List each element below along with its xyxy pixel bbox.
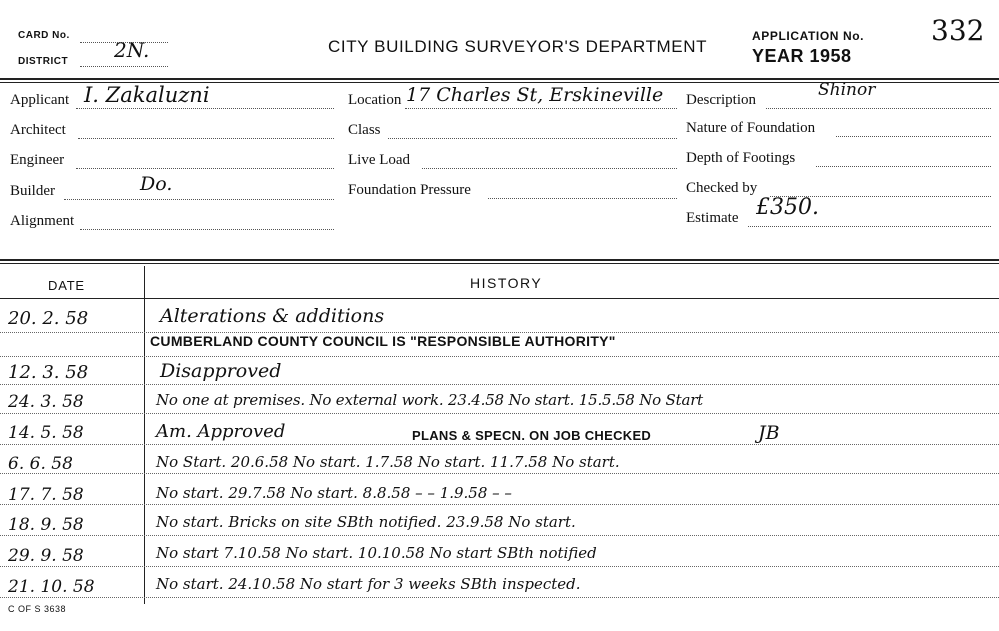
date-column-divider bbox=[144, 266, 145, 604]
application-number: 332 bbox=[931, 14, 985, 47]
history-date: 20. 2. 58 bbox=[8, 308, 89, 329]
description-value: Shinor bbox=[818, 80, 876, 100]
history-date: 24. 3. 58 bbox=[8, 392, 84, 412]
card-no-label: CARD No. bbox=[18, 30, 70, 41]
responsible-authority-stamp: CUMBERLAND COUNTY COUNCIL IS "RESPONSIBLE AUTHORITY" bbox=[150, 333, 616, 349]
builder-value: Do. bbox=[140, 173, 173, 195]
builder-label: Builder bbox=[10, 183, 55, 199]
architect-line bbox=[78, 138, 334, 139]
history-entry: No start. Bricks on site SBth notified. 23.9.58 No start. bbox=[156, 513, 576, 531]
history-header: HISTORY bbox=[470, 275, 543, 291]
nature-of-foundation-label: Nature of Foundation bbox=[686, 120, 816, 136]
row-line bbox=[0, 535, 999, 536]
location-line bbox=[405, 108, 677, 109]
history-entry: No one at premises. No external work. 23.4.58 No start. 15.5.58 No Start bbox=[156, 391, 703, 409]
foundation-pressure-label: Foundation Pressure bbox=[348, 182, 471, 198]
row-line bbox=[0, 356, 999, 357]
history-entry: Alterations & additions bbox=[160, 305, 385, 327]
applicant-line bbox=[76, 108, 334, 109]
history-rule bbox=[0, 259, 999, 261]
district-value: 2N. bbox=[114, 38, 150, 62]
history-entry: No start 7.10.58 No start. 10.10.58 No start SBth notified bbox=[156, 544, 597, 562]
history-entry: No start. 29.7.58 No start. 8.8.58 – – 1.9.58 – – bbox=[156, 484, 512, 502]
history-entry: Disapproved bbox=[160, 360, 282, 382]
applicant-value: I. Zakaluzni bbox=[84, 83, 210, 107]
history-entry: Am. Approved bbox=[156, 421, 286, 442]
row-line bbox=[0, 566, 999, 567]
location-label: Location bbox=[348, 92, 402, 108]
estimate-line bbox=[748, 226, 991, 227]
alignment-label: Alignment bbox=[10, 213, 75, 229]
history-date: 21. 10. 58 bbox=[8, 577, 95, 597]
history-header-rule bbox=[0, 298, 999, 299]
estimate-label: Estimate bbox=[686, 210, 739, 226]
live-load-label: Live Load bbox=[348, 152, 411, 168]
alignment-line bbox=[80, 229, 334, 230]
checked-by-label: Checked by bbox=[686, 180, 758, 196]
form-code: C OF S 3638 bbox=[8, 604, 67, 614]
architect-label: Architect bbox=[10, 122, 66, 138]
history-date: 6. 6. 58 bbox=[8, 454, 73, 474]
history-entry: No start. 24.10.58 No start for 3 weeks SBth inspected. bbox=[156, 575, 581, 593]
builder-line bbox=[64, 199, 334, 200]
applicant-label: Applicant bbox=[10, 92, 70, 108]
depth-of-footings-label: Depth of Footings bbox=[686, 150, 796, 166]
description-label: Description bbox=[686, 92, 756, 108]
department-title: CITY BUILDING SURVEYOR'S DEPARTMENT bbox=[328, 37, 708, 56]
class-line bbox=[388, 138, 677, 139]
district-line bbox=[80, 66, 168, 67]
row-line bbox=[0, 444, 999, 445]
year-label: YEAR 1958 bbox=[752, 46, 852, 66]
history-date: 18. 9. 58 bbox=[8, 515, 84, 535]
history-date: 12. 3. 58 bbox=[8, 362, 89, 383]
row-line bbox=[0, 504, 999, 505]
depth-of-footings-line bbox=[816, 166, 991, 167]
plans-checked-stamp: PLANS & SPECN. ON JOB CHECKED bbox=[412, 428, 652, 443]
checked-initials: JB bbox=[758, 422, 780, 444]
engineer-label: Engineer bbox=[10, 152, 65, 168]
history-date: 17. 7. 58 bbox=[8, 485, 84, 505]
history-entry: No Start. 20.6.58 No start. 1.7.58 No start. 11.7.58 No start. bbox=[156, 453, 620, 471]
district-label: DISTRICT bbox=[18, 56, 69, 67]
live-load-line bbox=[422, 168, 677, 169]
location-value: 17 Charles St, Erskineville bbox=[406, 84, 664, 106]
history-rule-inner bbox=[0, 263, 999, 264]
estimate-value: £350. bbox=[756, 195, 819, 220]
row-line bbox=[0, 597, 999, 598]
row-line bbox=[0, 384, 999, 385]
row-line bbox=[0, 413, 999, 414]
nature-of-foundation-line bbox=[836, 136, 991, 137]
class-label: Class bbox=[348, 122, 381, 138]
application-label: APPLICATION No. bbox=[752, 29, 865, 43]
history-date: 29. 9. 58 bbox=[8, 546, 84, 566]
description-line bbox=[766, 108, 991, 109]
foundation-pressure-line bbox=[488, 198, 677, 199]
history-date: 14. 5. 58 bbox=[8, 423, 84, 443]
row-line bbox=[0, 473, 999, 474]
engineer-line bbox=[76, 168, 334, 169]
date-header: DATE bbox=[48, 278, 85, 293]
